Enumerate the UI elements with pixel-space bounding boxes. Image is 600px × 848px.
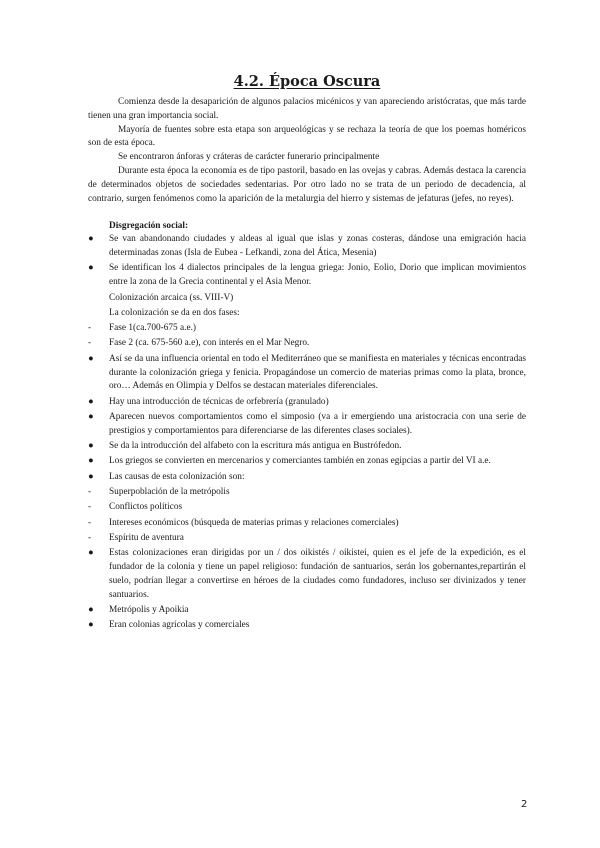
bullet-marker: ● <box>88 411 94 422</box>
list-item-text: Se van abandonando ciudades y aldeas al igual que islas y zonas costeras, dándose una emigración hacia determinadas zonas (Isla de Eubea - Lefkandi, zona del Ática, Mesenia) <box>109 234 526 259</box>
bullet-marker: ● <box>88 456 94 467</box>
list-item-text: Fase 1(ca.700-675 a.e.) <box>109 323 196 334</box>
list-item-text: Las causas de esta colonización son: <box>109 471 245 482</box>
list-item-text: Espíritu de aventura <box>109 532 184 543</box>
dash-marker: - <box>88 323 92 334</box>
bullet-list-item <box>88 411 526 439</box>
bullet-list-item <box>88 353 526 394</box>
dash-marker: - <box>88 338 92 349</box>
list-subline: Colonización arcaica (ss. VIII-V) <box>109 292 234 303</box>
intro-paragraph: Se encontraron ánforas y cráteras de carácter funerario principalmente <box>118 152 380 163</box>
intro-paragraph: Durante esta época la economía es de tipo pastoril, basado en las ovejas y cabras. Además destaca la carencia de determinados objetos de sociedades sedentarias. Por otro lado no se trata de un periodo de decadencia, al contrario, surgen fenómenos como la aparición de la metalurgia del hierro y sistemas de jefaturas (jefes, no reyes). <box>88 165 526 204</box>
bullet-list-item <box>88 262 526 290</box>
bullet-list-item <box>88 619 526 633</box>
bullet-marker: ● <box>88 234 94 245</box>
intro-text <box>88 96 526 206</box>
dash-list-item <box>88 486 526 500</box>
dash-marker: - <box>88 486 92 497</box>
bullet-list-item <box>88 455 526 469</box>
list-item-text: Metrópolis y Apoikia <box>109 604 189 615</box>
list-item-text: Los griegos se convierten en mercenarios y comerciantes también en zonas egipcias a partir del VI a.e. <box>109 456 491 467</box>
list-item-text: Se da la introducción del alfabeto con la escritura más antigua en Bustrófedon. <box>109 441 402 452</box>
dash-list-item <box>88 337 526 351</box>
dash-marker: - <box>88 517 92 528</box>
bullet-list-item <box>88 604 526 618</box>
bullet-marker: ● <box>88 353 94 364</box>
bullet-list-item <box>88 547 526 602</box>
section-heading: Disgregación social: <box>109 221 189 232</box>
intro-paragraph: Mayoría de fuentes sobre esta etapa son arqueológicas y se rechaza la teoría de que los poemas homéricos son de esta época. <box>88 124 526 149</box>
bullet-marker: ● <box>88 548 94 559</box>
list-item-text: Intereses económicos (búsqueda de materias primas y relaciones comerciales) <box>109 517 399 528</box>
dash-list-item <box>88 322 526 336</box>
bullet-marker: ● <box>88 263 94 274</box>
list-item-text: Conflictos políticos <box>109 502 183 513</box>
dash-list-item <box>88 532 526 546</box>
list-item-text: Así se da una influencia oriental en todo el Mediterráneo que se manifiesta en materiales y técnicas encontradas durante la colonización griega y fenicia. Propagándose un comercio de materias primas como la plata, bronce, oro… Además en Olimpia y Delfos se destacan materiales diferenciales. <box>109 353 526 392</box>
bullet-list-item <box>88 440 526 454</box>
list-item-text: Hay una introducción de técnicas de orfebrería (granulado) <box>109 396 329 407</box>
dash-list-item <box>88 517 526 531</box>
list-item-text: Superpoblación de la metrópolis <box>109 486 230 497</box>
bullet-list <box>88 233 526 633</box>
section-title: 4.2. Época Oscura <box>233 73 381 90</box>
bullet-marker: ● <box>88 441 94 452</box>
bullet-list-item <box>88 233 526 261</box>
bullet-marker: ● <box>88 620 94 631</box>
bullet-list-item <box>88 471 526 485</box>
document-page <box>88 74 526 634</box>
page-number: 2 <box>521 799 528 810</box>
list-item-text: Estas colonizaciones eran dirigidas por un / dos oikistés / oikistei, quien es el jefe de la expedición, es el fundador de la colonia y tiene un papel religioso: fundación de santuarios, serán los gobernantes,repartirán el suelo, podrían llegar a convertirse en héroes de la ciudades como fundadores, incluso ser divinizados y tener santuarios. <box>109 548 526 600</box>
list-item-text: Aparecen nuevos comportamientos como el simposio (va a ir emergiendo una aristocracia con una serie de prestigios y comportamientos para diferenciarse de las diferentes clases sociales). <box>109 411 526 436</box>
intro-paragraph: Comienza desde la desaparición de algunos palacios micénicos y van apareciendo aristócratas, que más tarde tienen una gran importancia social. <box>88 97 526 121</box>
bullet-marker: ● <box>88 396 94 407</box>
dash-marker: - <box>88 502 92 513</box>
bullet-list-item <box>88 396 526 410</box>
bullet-marker: ● <box>88 471 94 482</box>
list-item-text: Fase 2 (ca. 675-560 a.e), con interés en el Mar Negro. <box>109 338 310 349</box>
dash-list-item <box>88 501 526 515</box>
list-item-text: Se identifican los 4 dialectos principales de la lengua griega: Jonio, Eolio, Dorio que implican movimientos entre la zona de la Grecia continental y el Asia Menor. <box>109 263 526 288</box>
dash-marker: - <box>88 532 92 543</box>
bullet-marker: ● <box>88 604 94 615</box>
list-item-text: Eran colonias agrícolas y comerciales <box>109 620 250 631</box>
list-subline: La colonización se da en dos fases: <box>109 307 240 318</box>
